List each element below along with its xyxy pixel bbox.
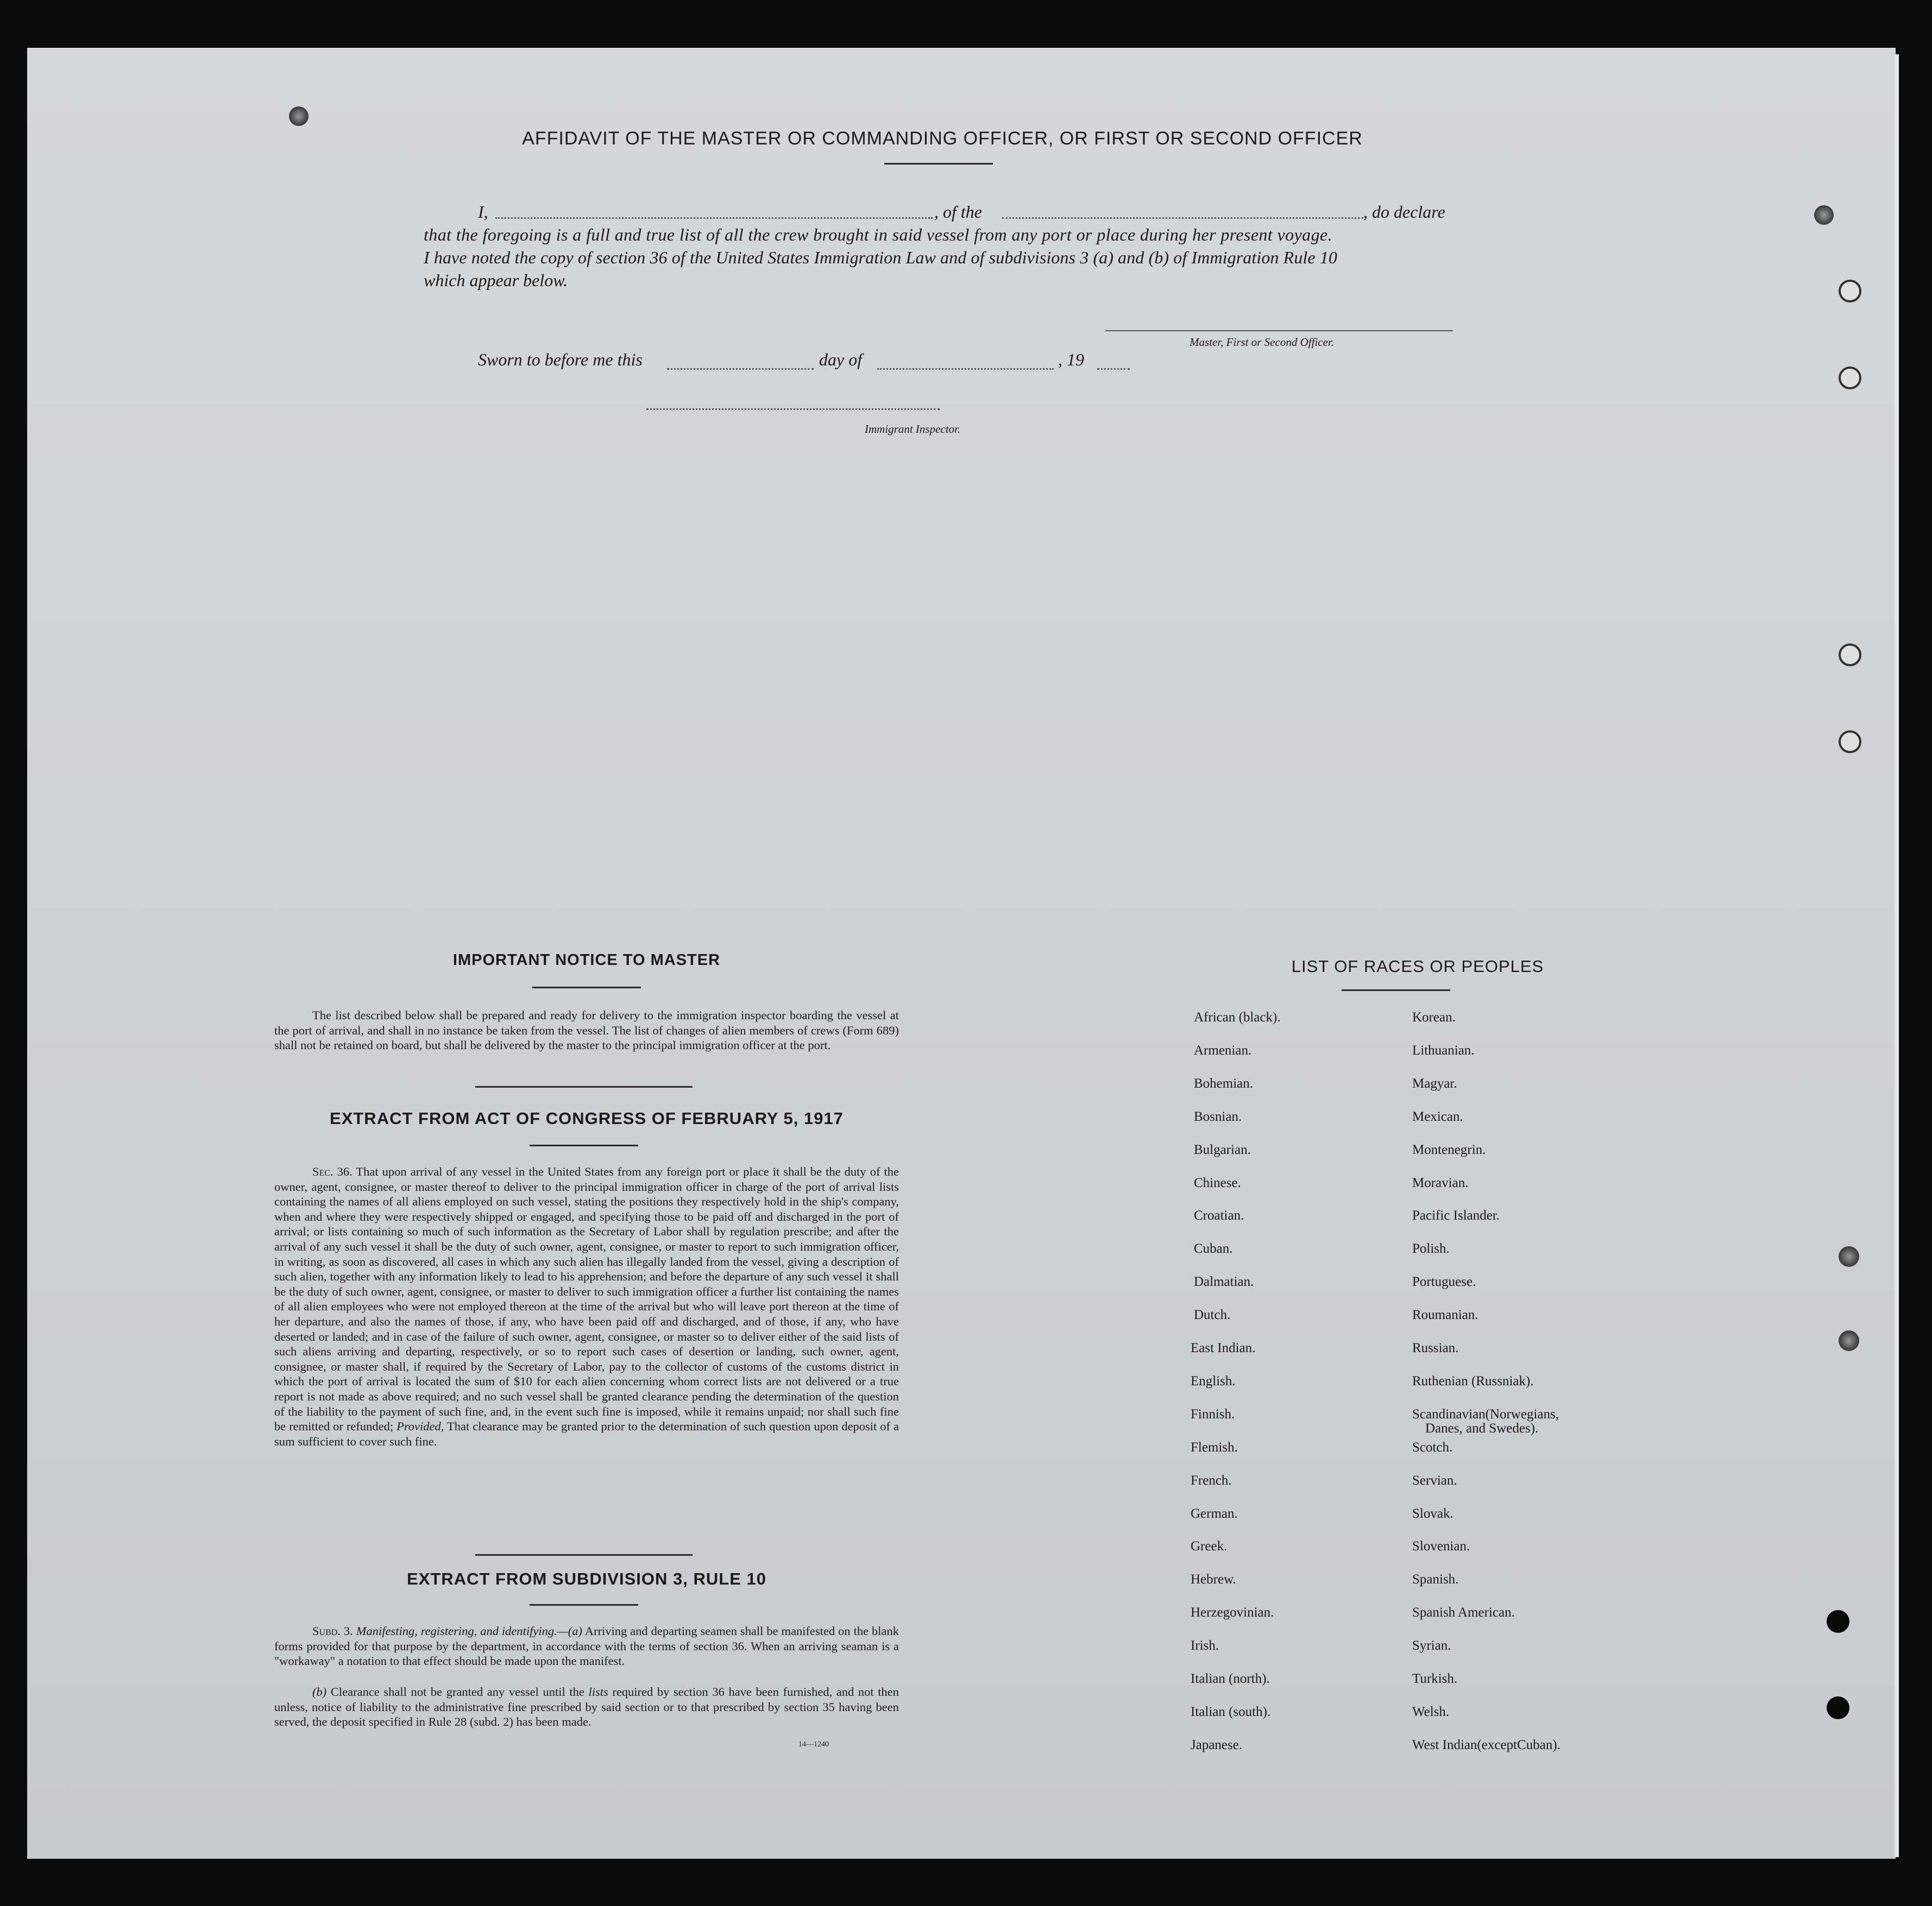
race-item: Pacific Islander. <box>1412 1208 1500 1223</box>
race-item: Danes, and Swedes). <box>1425 1421 1539 1436</box>
notice-underline <box>532 987 641 988</box>
race-item: Finnish. <box>1191 1406 1235 1422</box>
sworn-day-field[interactable] <box>667 368 814 370</box>
race-item: Scandinavian(Norwegians, <box>1412 1406 1559 1422</box>
race-item: Turkish. <box>1412 1671 1458 1686</box>
race-item: Dalmatian. <box>1194 1274 1254 1290</box>
sworn-label: Sworn to before me this <box>478 350 643 369</box>
provided-label: Provided, <box>397 1419 444 1434</box>
lists-word: lists <box>588 1685 608 1699</box>
form-number: 14—1240 <box>798 1740 829 1749</box>
punch-hole <box>1839 643 1861 666</box>
rule-heading: EXTRACT FROM SUBDIVISION 3, RULE 10 <box>407 1569 766 1588</box>
race-item: Syrian. <box>1412 1638 1451 1653</box>
sworn-month-field[interactable] <box>877 368 1054 370</box>
act-text-body: That upon arrival of any vessel in the United States from any foreign port or place it shall be the duty of the owner, agent, consignee, or master thereof to deliver to the principal immigration officer in charge of the port of arrival lists containing the names of all aliens employed on such vessel, stating the positions they respectively hold in the ship's company, when and where they were respectively shipped or engaged, and specifying those to be paid off and discharged in the port of arrival; or lists containing so much of such information as the Secretary of Labor shall by regulation prescribe; and after the arrival of any such vessel it shall be the duty of such owner, agent, consignee, or master to report to such immigration officer, in writing, as soon as discovered, all cases in which any such alien has illegally landed from the vessel, giving a description of such alien, together with any information likely to lead to his apprehension; and before the departure of any such vessel it shall be the duty of such owner, agent, consignee, or master to deliver to such immigration officer a further list containing the names of all alien employees who were not employed thereon at the time of the arrival but who will leave port thereon at the time of her departure, and also the names of those, if any, who have been paid off and discharged, and of those, if any, who have deserted or landed; and in case of the failure of such owner, agent, consignee, or master so to deliver either of the said lists of such aliens arriving and departing, respectively, or so to report such cases of desertion or landing, such owner, agent, consignee, or master shall, if required by the Secretary of Labor, pay to the collector of customs of the customs district in which the port of arrival is located the sum of $10 for each alien concerning whom correct lists are not delivered or a true report is not made as above required; and no such vessel shall be granted clearance pending the determination of the question of the liability to the payment of such fine, and, in the event such fine is imposed, while it remains unpaid; nor shall such fine be remitted or refunded; <box>274 1165 899 1434</box>
rule-para-a <box>274 1624 899 1669</box>
master-signature-line[interactable] <box>1105 330 1453 331</box>
punch-hole <box>289 106 309 126</box>
race-item: Irish. <box>1191 1638 1219 1653</box>
race-item: Japanese. <box>1191 1737 1243 1752</box>
sworn-year-field[interactable] <box>1097 368 1130 370</box>
affidavit-line-2: that the foregoing is a full and true list of all the crew brought in said vessel from any port or place during her present voyage. <box>424 225 1332 244</box>
notice-text <box>274 1008 899 1053</box>
notice-separator <box>475 1086 693 1088</box>
affidavit-do-declare-label: , do declare <box>1363 202 1445 222</box>
rule-para-b-2: required by section 36 have been furnished, and not then unless, notice of liability to the administrative fine prescribed by said section or to that prescribed by section 35 having been served, the deposit specified in Rule 28 (subd. 2) has been made. <box>274 1685 899 1729</box>
inspector-label: Immigrant Inspector. <box>865 422 961 436</box>
race-item: Servian. <box>1412 1473 1457 1488</box>
name-field[interactable] <box>495 217 933 219</box>
race-item: German. <box>1191 1506 1238 1521</box>
race-item: Lithuanian. <box>1412 1043 1475 1058</box>
race-item: Hebrew. <box>1191 1572 1236 1587</box>
punch-hole <box>1839 367 1861 389</box>
race-item: East Indian. <box>1191 1341 1256 1355</box>
punch-hole <box>1827 1696 1849 1719</box>
race-item: French. <box>1191 1473 1232 1488</box>
punch-hole <box>1839 1246 1859 1267</box>
race-item: Scotch. <box>1412 1440 1453 1455</box>
rule-para-b-1: Clearance shall not be granted any vessel until the <box>330 1685 584 1699</box>
race-item: Roumanian. <box>1412 1308 1478 1323</box>
race-item: Slovak. <box>1412 1506 1453 1521</box>
punch-hole <box>1839 280 1861 302</box>
race-item: Chinese. <box>1194 1175 1241 1190</box>
punch-hole <box>1827 1610 1849 1633</box>
master-signature-label: Master, First or Second Officer. <box>1190 336 1334 349</box>
act-text <box>274 1164 899 1449</box>
punch-hole <box>1839 730 1861 753</box>
punch-hole <box>1839 1330 1859 1351</box>
notice-text-body: The list described below shall be prepared and ready for delivery to the immigration inspector boarding the vessel at the port of arrival, and shall in no instance be taken from the vessel. The list of changes of alien members of crews (Form 689) shall not be retained on board, but shall be delivered by the master to the principal immigration officer at the port. <box>274 1008 899 1052</box>
races-underline <box>1342 989 1450 991</box>
vessel-field[interactable] <box>1002 217 1363 219</box>
race-item: Italian (north). <box>1191 1671 1270 1686</box>
sheet-edge <box>1895 54 1899 1857</box>
rule-underline <box>530 1604 638 1606</box>
act-underline <box>530 1145 638 1146</box>
race-item: Flemish. <box>1191 1440 1238 1455</box>
notice-heading: IMPORTANT NOTICE TO MASTER <box>452 951 721 969</box>
race-item: English. <box>1191 1373 1236 1389</box>
affidavit-line-3: I have noted the copy of section 36 of the United States Immigration Law and of subdivisions 3 (a) and (b) of Immigration Rule 10 <box>424 248 1338 267</box>
act-heading: EXTRACT FROM ACT OF CONGRESS OF FEBRUARY 5, 1917 <box>330 1109 844 1128</box>
race-item: Montenegrin. <box>1412 1142 1486 1157</box>
rule-para-b <box>274 1684 899 1730</box>
race-item: African (black). <box>1194 1010 1281 1025</box>
title-underline <box>884 163 993 165</box>
race-item: Spanish. <box>1412 1572 1459 1587</box>
year-label: , 19 <box>1058 350 1084 369</box>
punch-hole <box>1814 205 1834 225</box>
race-item: Greek. <box>1191 1539 1228 1554</box>
race-item: Italian (south). <box>1191 1704 1271 1719</box>
race-item: Polish. <box>1412 1241 1450 1257</box>
subd-label: Subd. 3. <box>312 1624 353 1638</box>
race-item: Bosnian. <box>1194 1109 1242 1124</box>
sec-label: Sec. 36. <box>312 1165 353 1178</box>
race-item: Bulgarian. <box>1194 1142 1251 1157</box>
race-item: Croatian. <box>1194 1208 1244 1223</box>
subd-title: Manifesting, registering, and identifying.—(a) <box>356 1624 583 1638</box>
race-item: Magyar. <box>1412 1076 1457 1091</box>
day-of-label: day of <box>819 350 863 369</box>
inspector-signature-line[interactable] <box>646 408 940 410</box>
race-item: Armenian. <box>1194 1043 1252 1058</box>
race-item: Welsh. <box>1412 1704 1450 1719</box>
race-item: Ruthenian (Russniak). <box>1412 1373 1534 1389</box>
act-text-end: That clearance may be granted prior to the determination of such question upon deposit of a sum sufficient to cover such fine. <box>274 1419 899 1448</box>
race-item: Portuguese. <box>1412 1274 1476 1290</box>
affidavit-line-4: which appear below. <box>424 270 568 290</box>
race-item: Mexican. <box>1412 1109 1463 1124</box>
race-item: Spanish American. <box>1412 1605 1515 1620</box>
race-item: Korean. <box>1412 1010 1456 1025</box>
affidavit-i-label: I, <box>478 202 488 222</box>
affidavit-of-the-label: , of the <box>934 202 982 222</box>
rule-para-a-body: Arriving and departing seamen shall be manifested on the blank forms provided for that purpose by the department, in accordance with the terms of section 36. When an arriving seaman is a "workaway" a notation to that effect should be made upon the manifest. <box>274 1624 899 1668</box>
b-label: (b) <box>312 1685 327 1699</box>
race-item: Herzegovinian. <box>1191 1605 1274 1620</box>
race-item: Moravian. <box>1412 1175 1469 1190</box>
race-item: Russian. <box>1412 1341 1459 1355</box>
race-item: Cuban. <box>1194 1241 1233 1257</box>
race-item: Bohemian. <box>1194 1076 1254 1091</box>
race-item: Slovenian. <box>1412 1539 1470 1554</box>
act-separator <box>475 1554 693 1556</box>
races-heading: LIST OF RACES OR PEOPLES <box>1291 957 1544 976</box>
race-item: West Indian(exceptCuban). <box>1412 1737 1560 1752</box>
race-item: Dutch. <box>1194 1308 1231 1323</box>
affidavit-title: AFFIDAVIT OF THE MASTER OR COMMANDING OFFICER, OR FIRST OR SECOND OFFICER <box>522 128 1363 149</box>
